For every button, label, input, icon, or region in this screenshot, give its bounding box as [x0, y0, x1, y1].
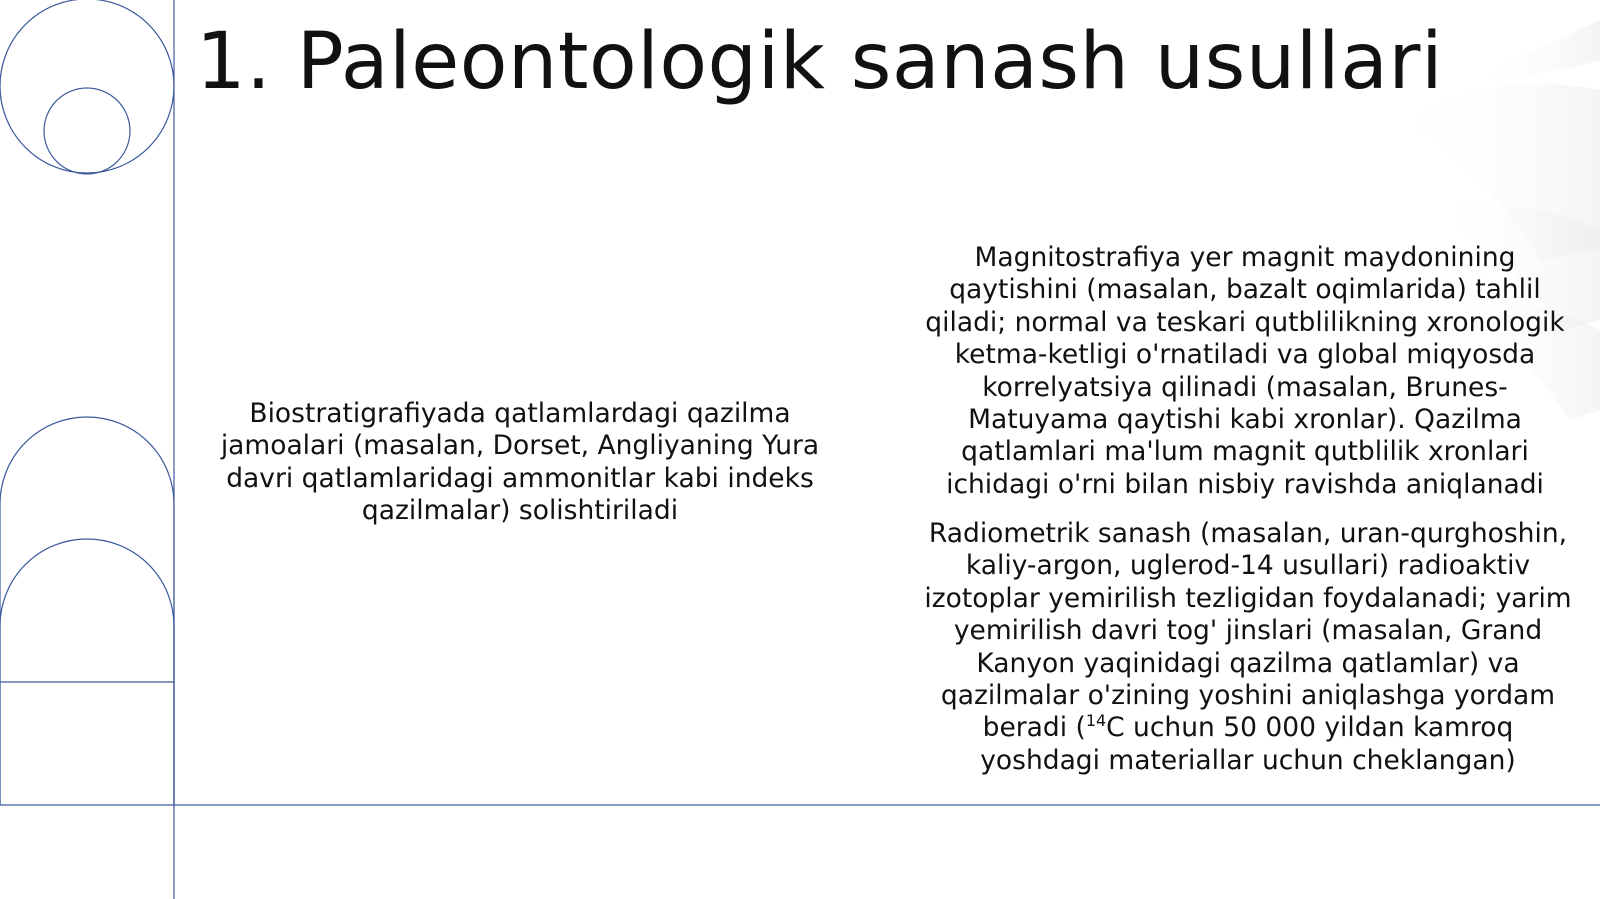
magnetostratigraphy-paragraph: Magnitostrafiya yer magnit maydonining qaytishini (masalan, bazalt oqimlarida) tahlil qiladi; normal va teskari qutblilikning xronologik ketma-ketligi o'rnatiladi va global miqyosda korrelyatsiya qilinadi (masalan, Brunes-Matuyama qaytishi kabi xronlar). Qazilma qatlamlari ma'lum magnit qutblilik xronlari ichidagi o'rni bilan nisbiy ravishda aniqlanadi	[925, 242, 1565, 500]
isotope-superscript: 14	[1085, 711, 1107, 731]
decor-large-circle	[0, 0, 174, 173]
radiometric-dating-paragraph	[920, 518, 1576, 777]
decor-arch-lower	[0, 539, 174, 805]
decor-arch-upper	[0, 417, 174, 805]
biostratigraphy-paragraph: Biostratigrafiyada qatlamlardagi qazilma jamoalari (masalan, Dorset, Angliyaning Yura davri qatlamlaridagi ammonitlar kabi indeks qazilmalar) solishtiriladi	[220, 398, 820, 527]
decor-small-circle	[44, 88, 130, 174]
radiometric-text-after: C uchun 50 000 yildan kamroq yoshdagi materiallar uchun cheklangan)	[980, 712, 1516, 776]
slide-title: 1. Paleontologik sanash usullari	[196, 17, 1444, 107]
radiometric-text-before: Radiometrik sanash (masalan, uran-qurghoshin, kaliy-argon, uglerod-14 usullari) radioaktiv izotoplar yemirilish tezligidan foydalanadi; yarim yemirilish davri tog' jinslari (masalan, Grand Kanyon yaqinidagi qazilma qatlamlar) va qazilmalar o'zining yoshini aniqlashga yordam beradi (	[924, 518, 1572, 744]
